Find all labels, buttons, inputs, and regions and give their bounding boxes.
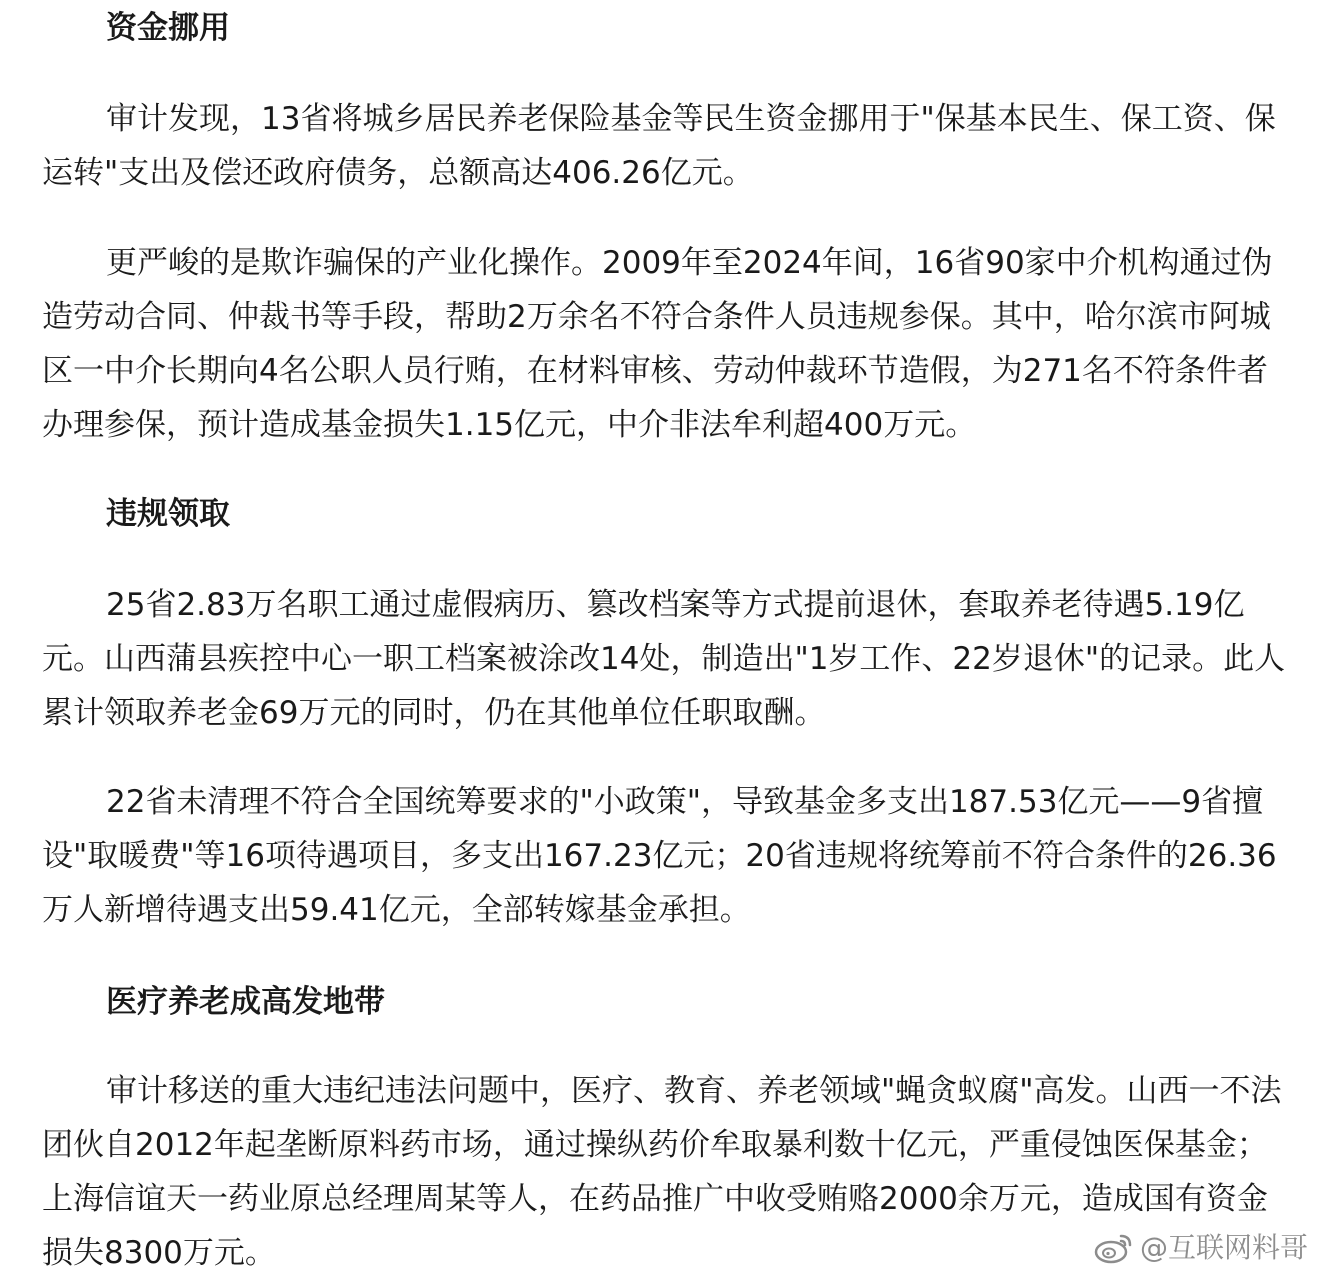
section-heading: 资金挪用 [106, 10, 230, 46]
paragraph: 更严峻的是欺诈骗保的产业化操作。2009年至2024年间，16省90家中介机构通过伪造劳动合同、仲裁书等手段，帮助2万余名不符合条件人员违规参保。其中，哈尔滨市阿城区一中介长期向4名公职人员行贿，在材料审核、劳动仲裁环节造假，为271名不符条件者办理参保，预计造成基金损失1.15亿元，中介非法牟利超400万元。 [42, 245, 1273, 443]
paragraph: 审计移送的重大违纪违法问题中，医疗、教育、养老领域"蝇贪蚁腐"高发。山西一不法团伙自2012年起垄断原料药市场，通过操纵药价牟取暴利数十亿元，严重侵蚀医保基金；上海信谊天一药业原总经理周某等人，在药品推广中收受贿赂2000余万元，造成国有资金损失8300万元。 [42, 1073, 1282, 1271]
paragraph: 25省2.83万名职工通过虚假病历、篡改档案等方式提前退休，套取养老待遇5.19亿元。山西蒲县疾控中心一职工档案被涂改14处，制造出"1岁工作、22岁退休"的记录。此人累计领取养老金69万元的同时，仍在其他单位任职取酬。 [42, 587, 1286, 731]
section-heading: 违规领取 [106, 496, 230, 532]
paragraph: 22省未清理不符合全国统筹要求的"小政策"，导致基金多支出187.53亿元——9省擅设"取暖费"等16项待遇项目，多支出167.23亿元；20省违规将统筹前不符合条件的26.36万人新增待遇支出59.41亿元，全部转嫁基金承担。 [42, 784, 1277, 928]
watermark [1094, 1230, 1308, 1266]
watermark-text: @互联网料哥 [1139, 1231, 1308, 1264]
section-heading: 医疗养老成高发地带 [106, 984, 385, 1020]
paragraph: 审计发现，13省将城乡居民养老保险基金等民生资金挪用于"保基本民生、保工资、保运转"支出及偿还政府债务，总额高达406.26亿元。 [42, 101, 1276, 191]
weibo-logo-icon [1094, 1231, 1134, 1265]
